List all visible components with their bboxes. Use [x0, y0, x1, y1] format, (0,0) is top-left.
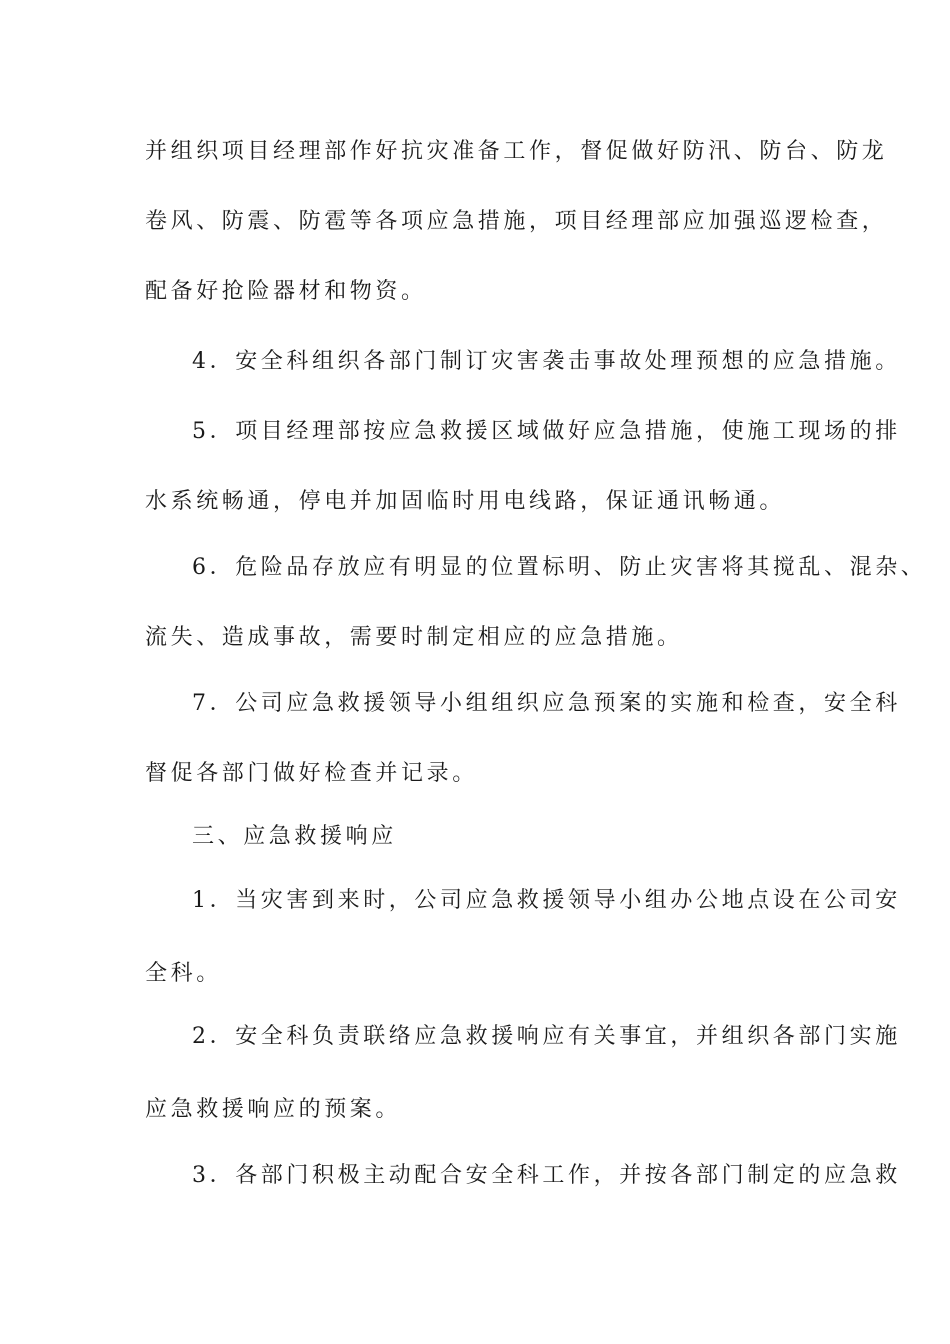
- paragraph-line: 督促各部门做好检查并记录。: [145, 761, 478, 786]
- paragraph-line: 水系统畅通，停电并加固临时用电线路，保证通讯畅通。: [145, 489, 786, 514]
- list-item-6: 6．危险品存放应有明显的位置标明、防止灾害将其搅乱、混杂、: [192, 555, 927, 580]
- list-item-7: 7．公司应急救援领导小组组织应急预案的实施和检查，安全科: [192, 691, 901, 716]
- list-item-4: 4．安全科组织各部门制订灾害袭击事故处理预想的应急措施。: [192, 349, 901, 374]
- paragraph-line: 配备好抢险器材和物资。: [145, 279, 427, 304]
- paragraph-line: 流失、造成事故，需要时制定相应的应急措施。: [145, 625, 683, 650]
- list-item-3: 3．各部门积极主动配合安全科工作，并按各部门制定的应急救: [192, 1163, 901, 1188]
- section-heading: 三、应急救援响应: [192, 824, 397, 849]
- list-item-2: 2．安全科负责联络应急救援响应有关事宜，并组织各部门实施: [192, 1024, 901, 1049]
- paragraph-line: 应急救援响应的预案。: [145, 1097, 402, 1122]
- paragraph-line: 并组织项目经理部作好抗灾准备工作，督促做好防汛、防台、防龙: [145, 139, 888, 164]
- paragraph-line: 全科。: [145, 961, 222, 986]
- list-item-1: 1．当灾害到来时，公司应急救援领导小组办公地点设在公司安: [192, 888, 901, 913]
- list-item-5: 5．项目经理部按应急救援区域做好应急措施，使施工现场的排: [192, 419, 901, 444]
- paragraph-line: 卷风、防震、防雹等各项应急措施，项目经理部应加强巡逻检查，: [145, 209, 888, 234]
